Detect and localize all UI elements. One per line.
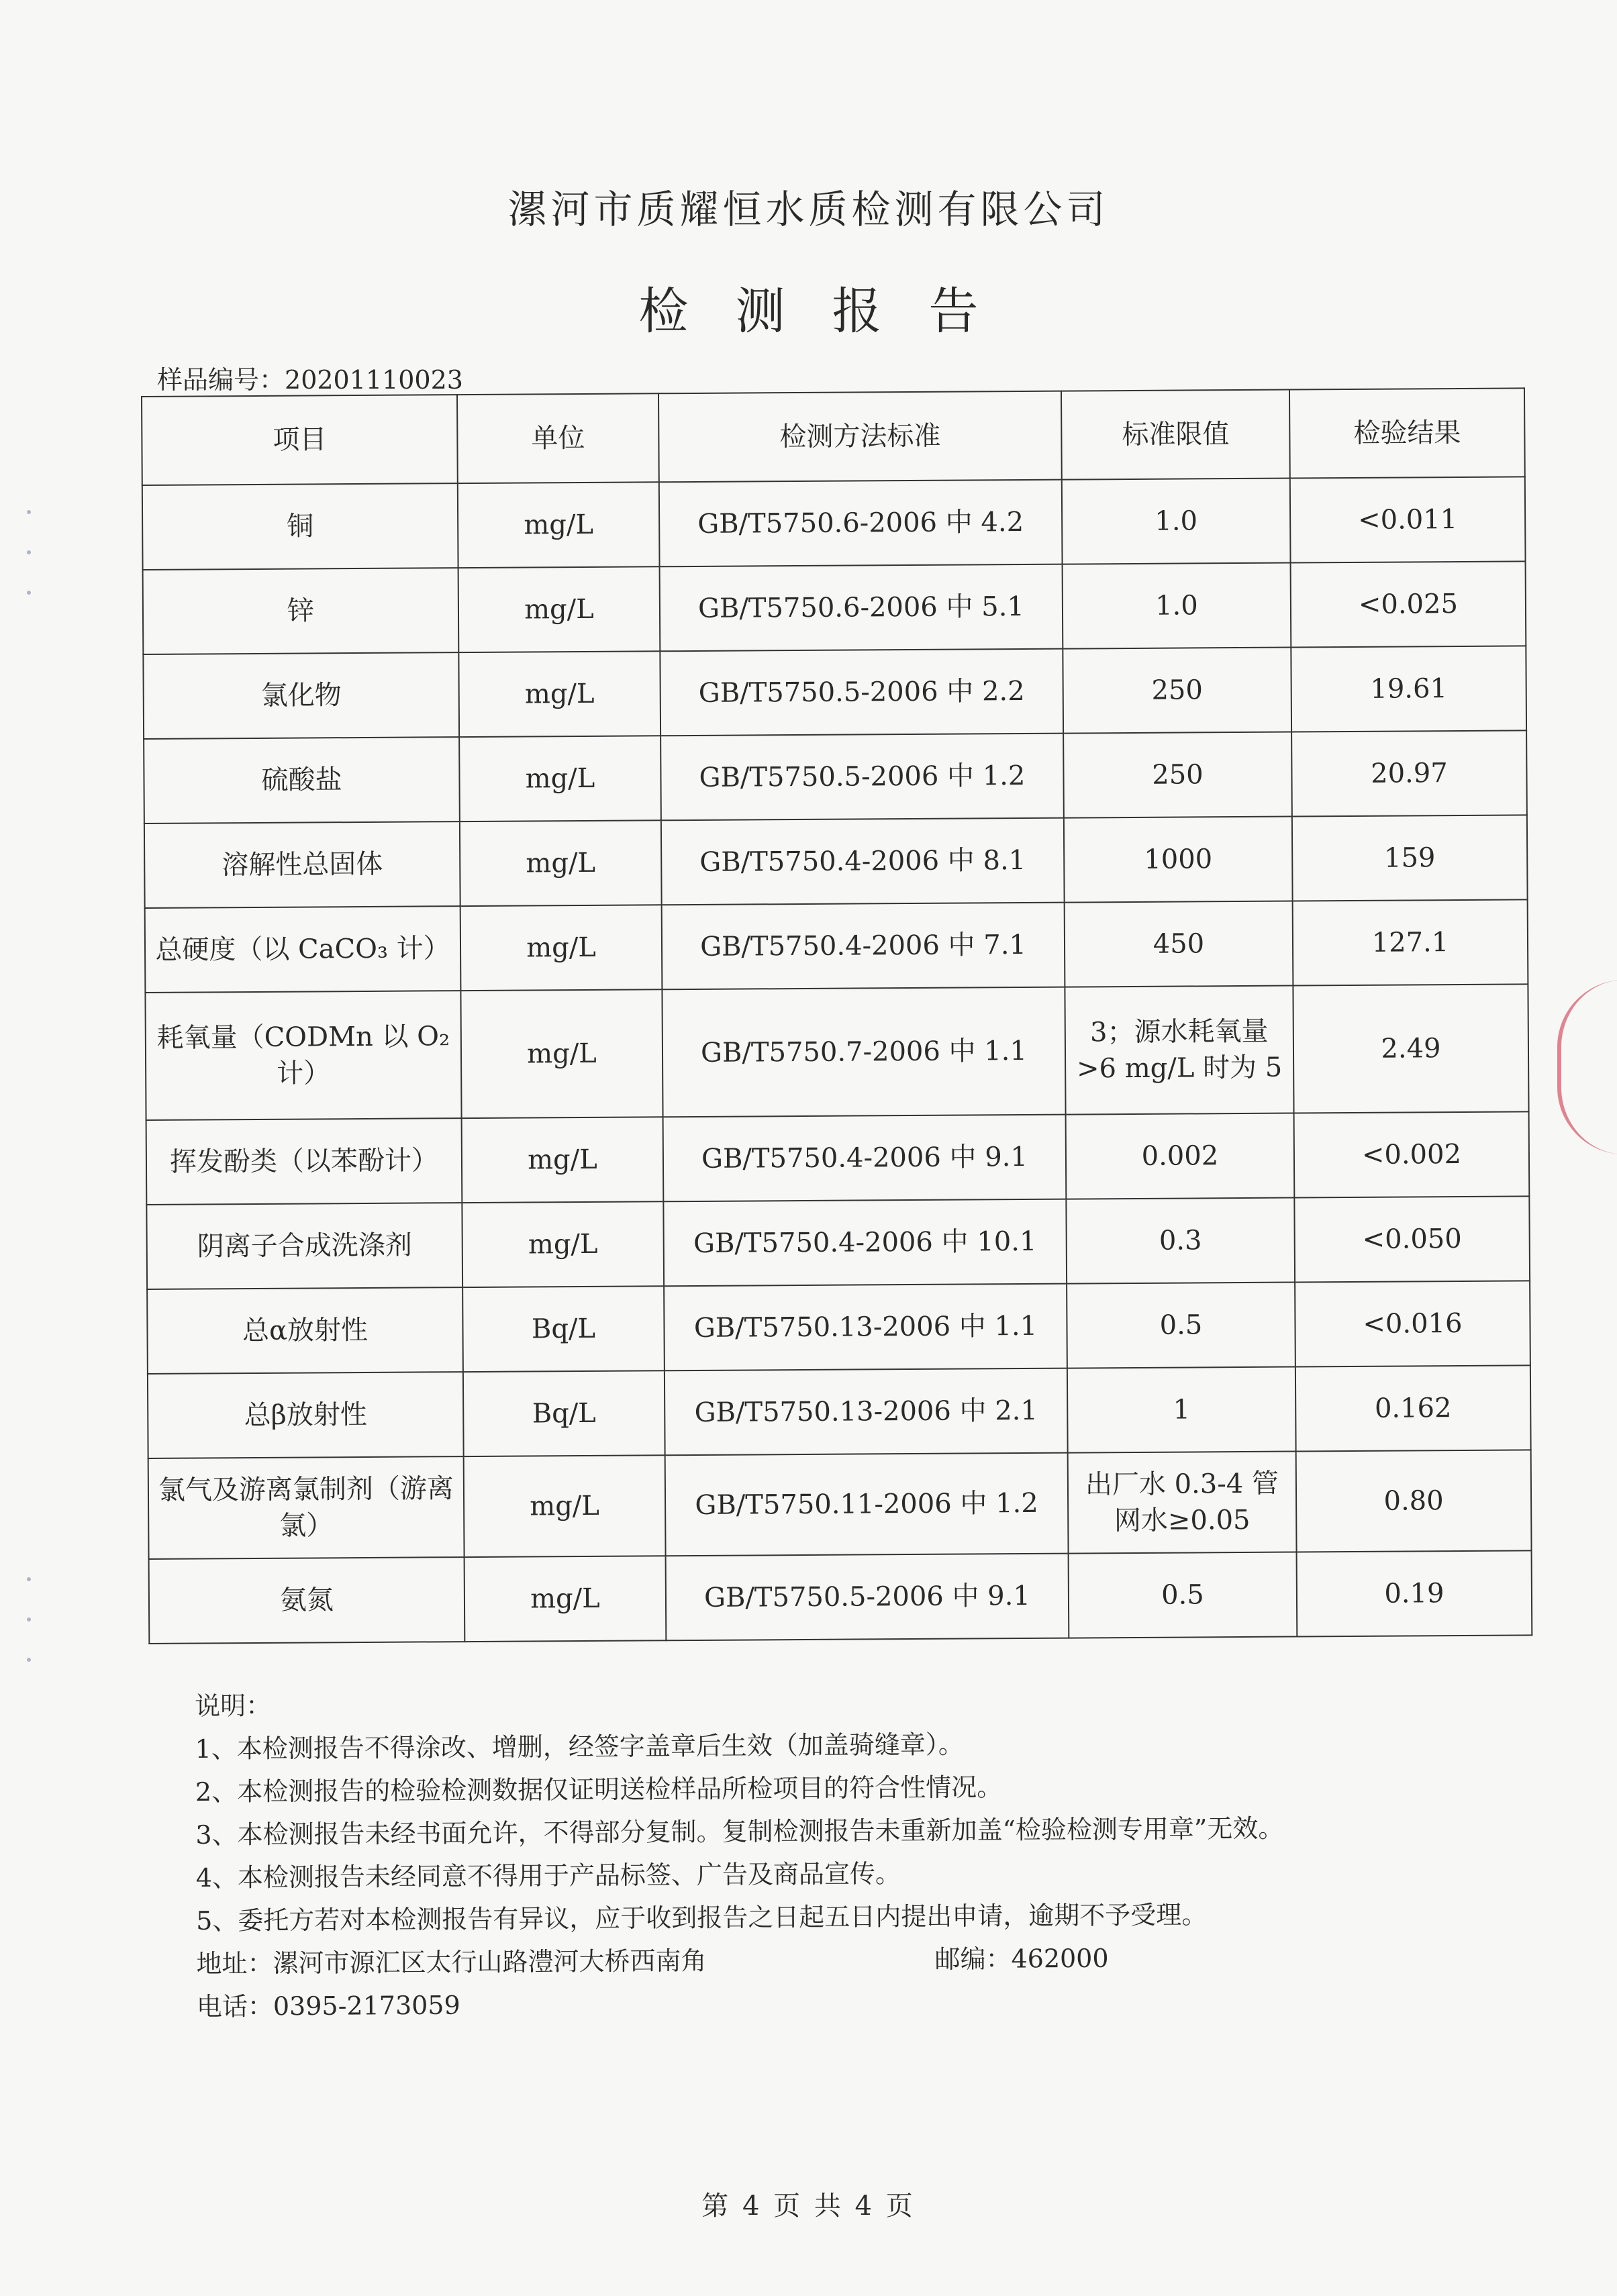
item-cell: 总硬度（以 CaCO₃ 计）: [145, 906, 461, 993]
results-table: [141, 387, 1532, 1644]
item-cell: 硫酸盐: [144, 737, 460, 823]
unit-cell: Bq/L: [462, 1286, 665, 1372]
method-cell: GB/T5750.13-2006 中 2.1: [665, 1368, 1068, 1456]
result-cell: 0.19: [1297, 1550, 1532, 1636]
table-header-row: [142, 388, 1525, 485]
method-cell: GB/T5750.6-2006 中 5.1: [660, 564, 1063, 652]
method-cell: GB/T5750.7-2006 中 1.1: [662, 987, 1065, 1117]
sample-number-line: [157, 359, 463, 396]
table-row: [142, 477, 1526, 570]
result-cell: <0.016: [1295, 1281, 1530, 1366]
limit-cell: 出厂水 0.3-4 管网水≥0.05: [1068, 1452, 1297, 1554]
address: 地址：漯河市源汇区太行山路澧河大桥西南角: [196, 1946, 707, 1979]
limit-cell: 1.0: [1062, 479, 1291, 564]
unit-cell: mg/L: [464, 1455, 666, 1557]
item-cell: 铜: [142, 483, 458, 570]
phone: 电话：0395-2173059: [196, 1990, 460, 2022]
item-cell: 阴离子合成洗涤剂: [146, 1203, 462, 1289]
unit-cell: mg/L: [460, 905, 663, 991]
limit-cell: 0.5: [1069, 1552, 1297, 1638]
result-cell: 2.49: [1293, 984, 1528, 1113]
company-name: 漯河市质耀恒水质检测有限公司: [507, 187, 1110, 232]
result-cell: 19.61: [1291, 646, 1526, 732]
method-cell: GB/T5750.6-2006 中 4.2: [659, 480, 1063, 567]
result-cell: 0.80: [1296, 1450, 1532, 1552]
item-cell: 锌: [143, 568, 459, 654]
table-row: [143, 646, 1526, 739]
table-row: [144, 730, 1527, 823]
limit-cell: 250: [1063, 732, 1292, 818]
note-item: 3、本检测报告未经书面允许，不得部分复制。复制检测报告未重新加盖“检验检测专用章”无效。: [195, 1813, 1284, 1850]
notes-heading: 说明：: [195, 1691, 272, 1721]
limit-cell: 450: [1065, 901, 1293, 987]
limit-cell: 0.5: [1067, 1283, 1295, 1368]
sample-number-label: 样品编号：: [157, 365, 285, 395]
binding-hole-mark: [27, 550, 31, 554]
result-cell: 127.1: [1293, 899, 1528, 985]
table-row: [144, 815, 1528, 908]
header-unit: 单位: [457, 393, 659, 483]
note-item: 2、本检测报告的检验检测数据仅证明送检样品所检项目的符合性情况。: [195, 1772, 1003, 1807]
unit-cell: mg/L: [458, 651, 660, 737]
binding-hole-mark: [27, 510, 31, 514]
method-cell: GB/T5750.11-2006 中 1.2: [665, 1453, 1069, 1556]
unit-cell: mg/L: [460, 820, 662, 906]
address-line: [196, 1936, 1284, 1985]
table-row: [148, 1450, 1532, 1559]
limit-cell: 1000: [1064, 817, 1293, 903]
method-cell: GB/T5750.5-2006 中 1.2: [660, 734, 1064, 821]
item-cell: 氨氮: [149, 1557, 465, 1644]
result-cell: <0.050: [1294, 1196, 1530, 1282]
method-cell: GB/T5750.4-2006 中 10.1: [663, 1199, 1067, 1287]
item-cell: 挥发酚类（以苯酚计）: [146, 1118, 462, 1205]
result-cell: 0.162: [1295, 1365, 1531, 1451]
table-row: [148, 1365, 1531, 1458]
method-cell: GB/T5750.13-2006 中 1.1: [664, 1284, 1067, 1371]
unit-cell: mg/L: [459, 736, 661, 821]
binding-hole-mark: [27, 591, 31, 595]
binding-hole-mark: [27, 1577, 31, 1581]
method-cell: GB/T5750.5-2006 中 9.1: [666, 1554, 1069, 1641]
header-item: 项目: [142, 395, 458, 485]
table-row: [145, 984, 1528, 1120]
note-item: 4、本检测报告未经同意不得用于产品标签、广告及商品宣传。: [195, 1858, 901, 1893]
item-cell: 氯化物: [143, 652, 459, 739]
item-cell: 耗氧量（CODMn 以 O₂ 计）: [145, 991, 461, 1120]
notes-section: [195, 1678, 1285, 2028]
unit-cell: mg/L: [462, 1201, 664, 1287]
unit-cell: mg/L: [458, 566, 660, 652]
result-cell: 20.97: [1291, 730, 1527, 816]
sample-number: 20201110023: [285, 365, 463, 395]
method-cell: GB/T5750.4-2006 中 8.1: [661, 818, 1065, 905]
table-row: [145, 899, 1528, 993]
limit-cell: 0.3: [1066, 1198, 1295, 1284]
result-cell: <0.011: [1290, 477, 1526, 562]
header-result: 检验结果: [1289, 388, 1525, 478]
limit-cell: 1: [1067, 1367, 1296, 1453]
item-cell: 氯气及游离氯制剂（游离氯）: [148, 1456, 464, 1559]
header-limit: 标准限值: [1061, 390, 1290, 480]
item-cell: 总α放射性: [147, 1287, 463, 1374]
table-row: [146, 1111, 1530, 1205]
postcode: 邮编：462000: [934, 1943, 1109, 1975]
result-cell: <0.002: [1294, 1111, 1530, 1197]
method-cell: GB/T5750.5-2006 中 2.2: [660, 649, 1063, 736]
result-cell: 159: [1292, 815, 1528, 901]
header-method: 检测方法标准: [658, 391, 1062, 483]
note-item: 5、委托方若对本检测报告有异议，应于收到报告之日起五日内提出申请，逾期不予受理。: [196, 1899, 1208, 1936]
method-cell: GB/T5750.4-2006 中 9.1: [663, 1115, 1067, 1202]
limit-cell: 0.002: [1066, 1113, 1295, 1199]
unit-cell: Bq/L: [463, 1370, 665, 1456]
unit-cell: mg/L: [458, 482, 660, 568]
table-row: [143, 561, 1526, 654]
report-title: 检测报告: [638, 283, 1026, 340]
item-cell: 总β放射性: [148, 1372, 464, 1458]
binding-hole-mark: [27, 1658, 31, 1662]
unit-cell: mg/L: [464, 1556, 667, 1642]
seal-fragment: [1557, 980, 1617, 1154]
result-cell: <0.025: [1291, 561, 1526, 647]
note-item: 1、本检测报告不得涂改、增删，经签字盖章后生效（加盖骑缝章）。: [195, 1730, 964, 1764]
table-row: [146, 1196, 1530, 1289]
table-row: [147, 1281, 1530, 1374]
unit-cell: mg/L: [460, 989, 663, 1118]
limit-cell: 1.0: [1063, 563, 1291, 649]
item-cell: 溶解性总固体: [144, 821, 460, 908]
limit-cell: 3；源水耗氧量>6 mg/L 时为 5: [1065, 986, 1293, 1115]
unit-cell: mg/L: [462, 1117, 664, 1203]
method-cell: GB/T5750.4-2006 中 7.1: [662, 903, 1065, 990]
limit-cell: 250: [1063, 648, 1291, 734]
binding-hole-mark: [27, 1617, 31, 1621]
table-row: [149, 1550, 1532, 1644]
page-footer: 第 4 页 共 4 页: [701, 2191, 916, 2222]
